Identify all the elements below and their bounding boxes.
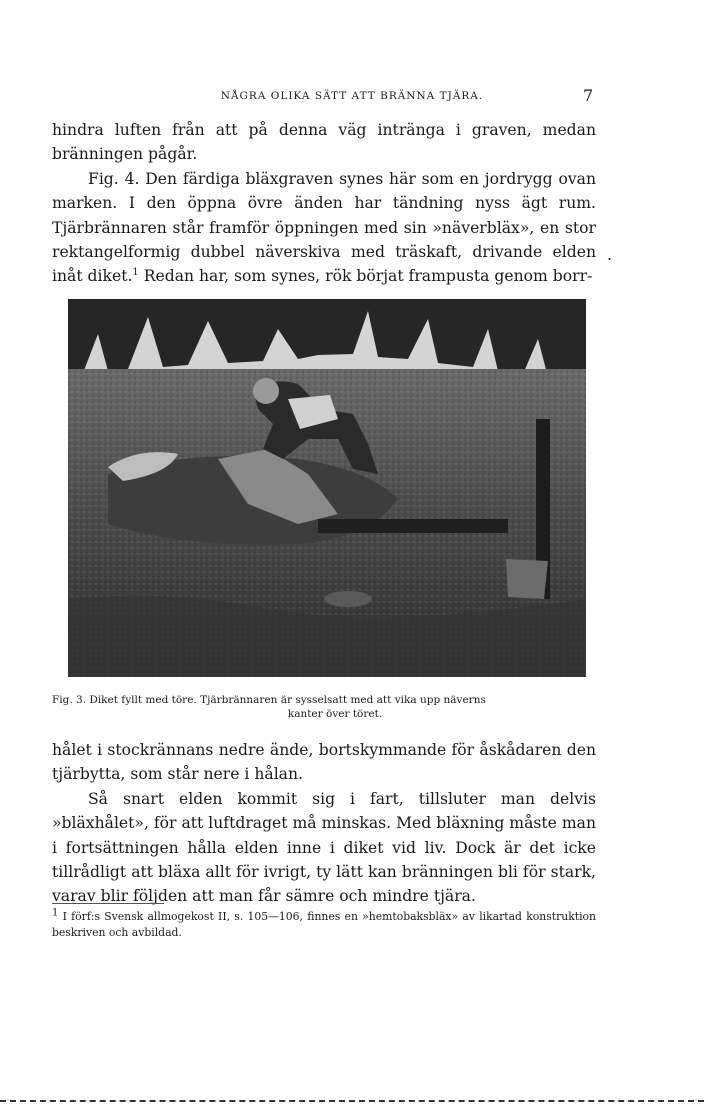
footnote-reference: 1 xyxy=(132,267,139,279)
body-text-bottom xyxy=(52,738,596,909)
paragraph: hindra luften från att på denna väg intränga i graven, medan bränningen pågår. xyxy=(52,121,596,164)
tar-bucket xyxy=(324,591,372,607)
figure-photograph xyxy=(68,299,586,677)
running-head: NÅGRA OLIKA SÄTT ATT BRÄNNA TJÄRA. xyxy=(220,90,484,102)
page-bottom-edge xyxy=(0,1100,704,1102)
caption-line: kanter över töret. xyxy=(287,707,383,720)
page-number: 7 xyxy=(583,86,594,105)
log-trough xyxy=(318,519,508,533)
paragraph xyxy=(52,167,596,289)
paragraph: Så snart elden kommit sig i fart, tillsluter man delvis »bläxhålet», för att luftdraget må minskas. Med bläxning måste man i fortsättningen hålla elden inne i diket vid liv. Dock är det icke tillrådligt att bläxa allt för ivrigt, ty lätt kan bränningen bli för stark, varav blir följden att man får sämre och mindre tjära. xyxy=(52,789,596,906)
shovel-blade xyxy=(506,559,548,599)
footnote xyxy=(52,909,596,940)
paragraph-text: Fig. 4. Den färdiga bläxgraven synes här som en jordrygg ovan marken. I den öppna övre änden har tändning nyss ägt rum. Tjärbrännaren står framför öppningen med sin »näverbläx», en stor rektangelformig dubbel näverskiva med träskaft, drivande elden inåt diket. xyxy=(52,169,596,286)
footnote-marker: 1 xyxy=(52,907,59,919)
worker-head xyxy=(253,378,279,404)
footnote-divider xyxy=(52,903,164,904)
body-text-top xyxy=(52,118,596,289)
margin-mark: . xyxy=(607,245,613,264)
paragraph: hålet i stockrännans nedre ände, bortskymmande för åskådaren den tjärbytta, som står nere i hålan. xyxy=(52,741,596,784)
paragraph-text: Redan har, som synes, rök börjat frampusta genom borr- xyxy=(138,267,593,286)
caption-line: Fig. 3. Diket fyllt med töre. Tjärbrännaren är sysselsatt med att vika upp näverns xyxy=(52,694,486,706)
figure-caption xyxy=(52,694,598,721)
footnote-text: I förf:s Svensk allmogekost II, s. 105—106, finnes en »hemtobaksbläx» av likartad konstruktion beskriven och avbildad. xyxy=(52,910,596,939)
